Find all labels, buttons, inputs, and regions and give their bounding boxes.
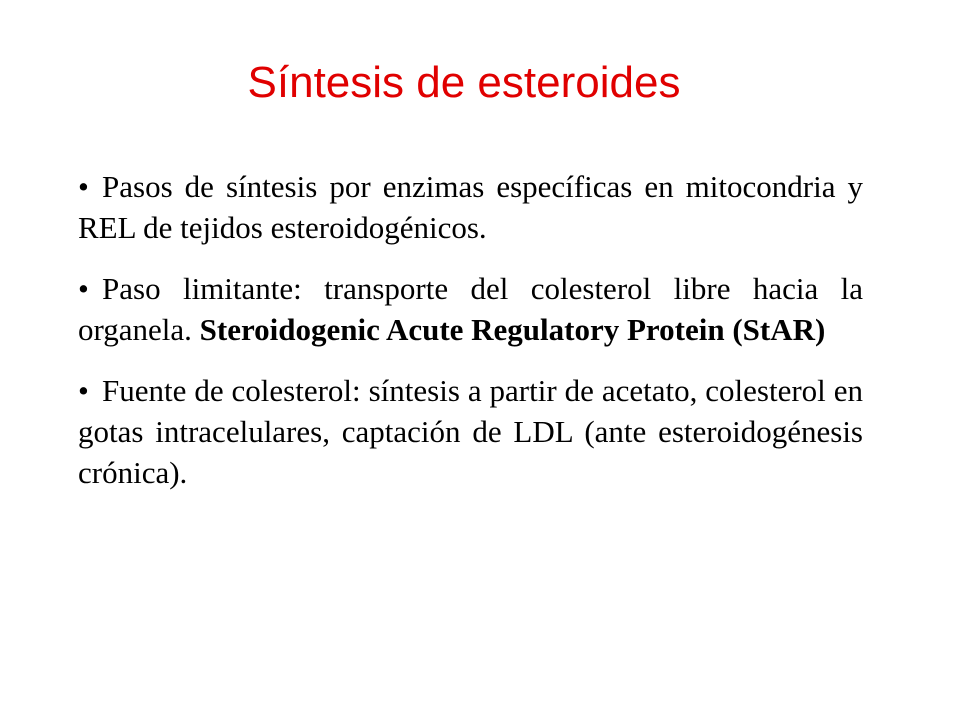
bullet-marker: • <box>78 373 89 408</box>
bullet-marker: • <box>78 271 89 306</box>
bullet-item-1 <box>78 166 863 248</box>
slide-title: Síntesis de esteroides <box>247 58 681 107</box>
bullet-text: Fuente de colesterol: síntesis a partir de acetato, colesterol en gotas intracelulares, captación de LDL (ante esteroidogénesis crónica). <box>78 373 863 490</box>
bullet-item-3 <box>78 370 863 493</box>
bullet-text: Paso limitante: transporte del colesterol libre hacia la organela. <box>78 271 863 347</box>
bullet-text: Pasos de síntesis por enzimas específicas en mitocondria y REL de tejidos esteroidogénicos. <box>78 169 863 245</box>
bullet-bold-text: Steroidogenic Acute Regulatory Protein (StAR) <box>199 312 826 347</box>
bullet-item-2 <box>78 268 863 350</box>
bullet-marker: • <box>78 169 89 204</box>
bullet-list <box>78 166 863 513</box>
